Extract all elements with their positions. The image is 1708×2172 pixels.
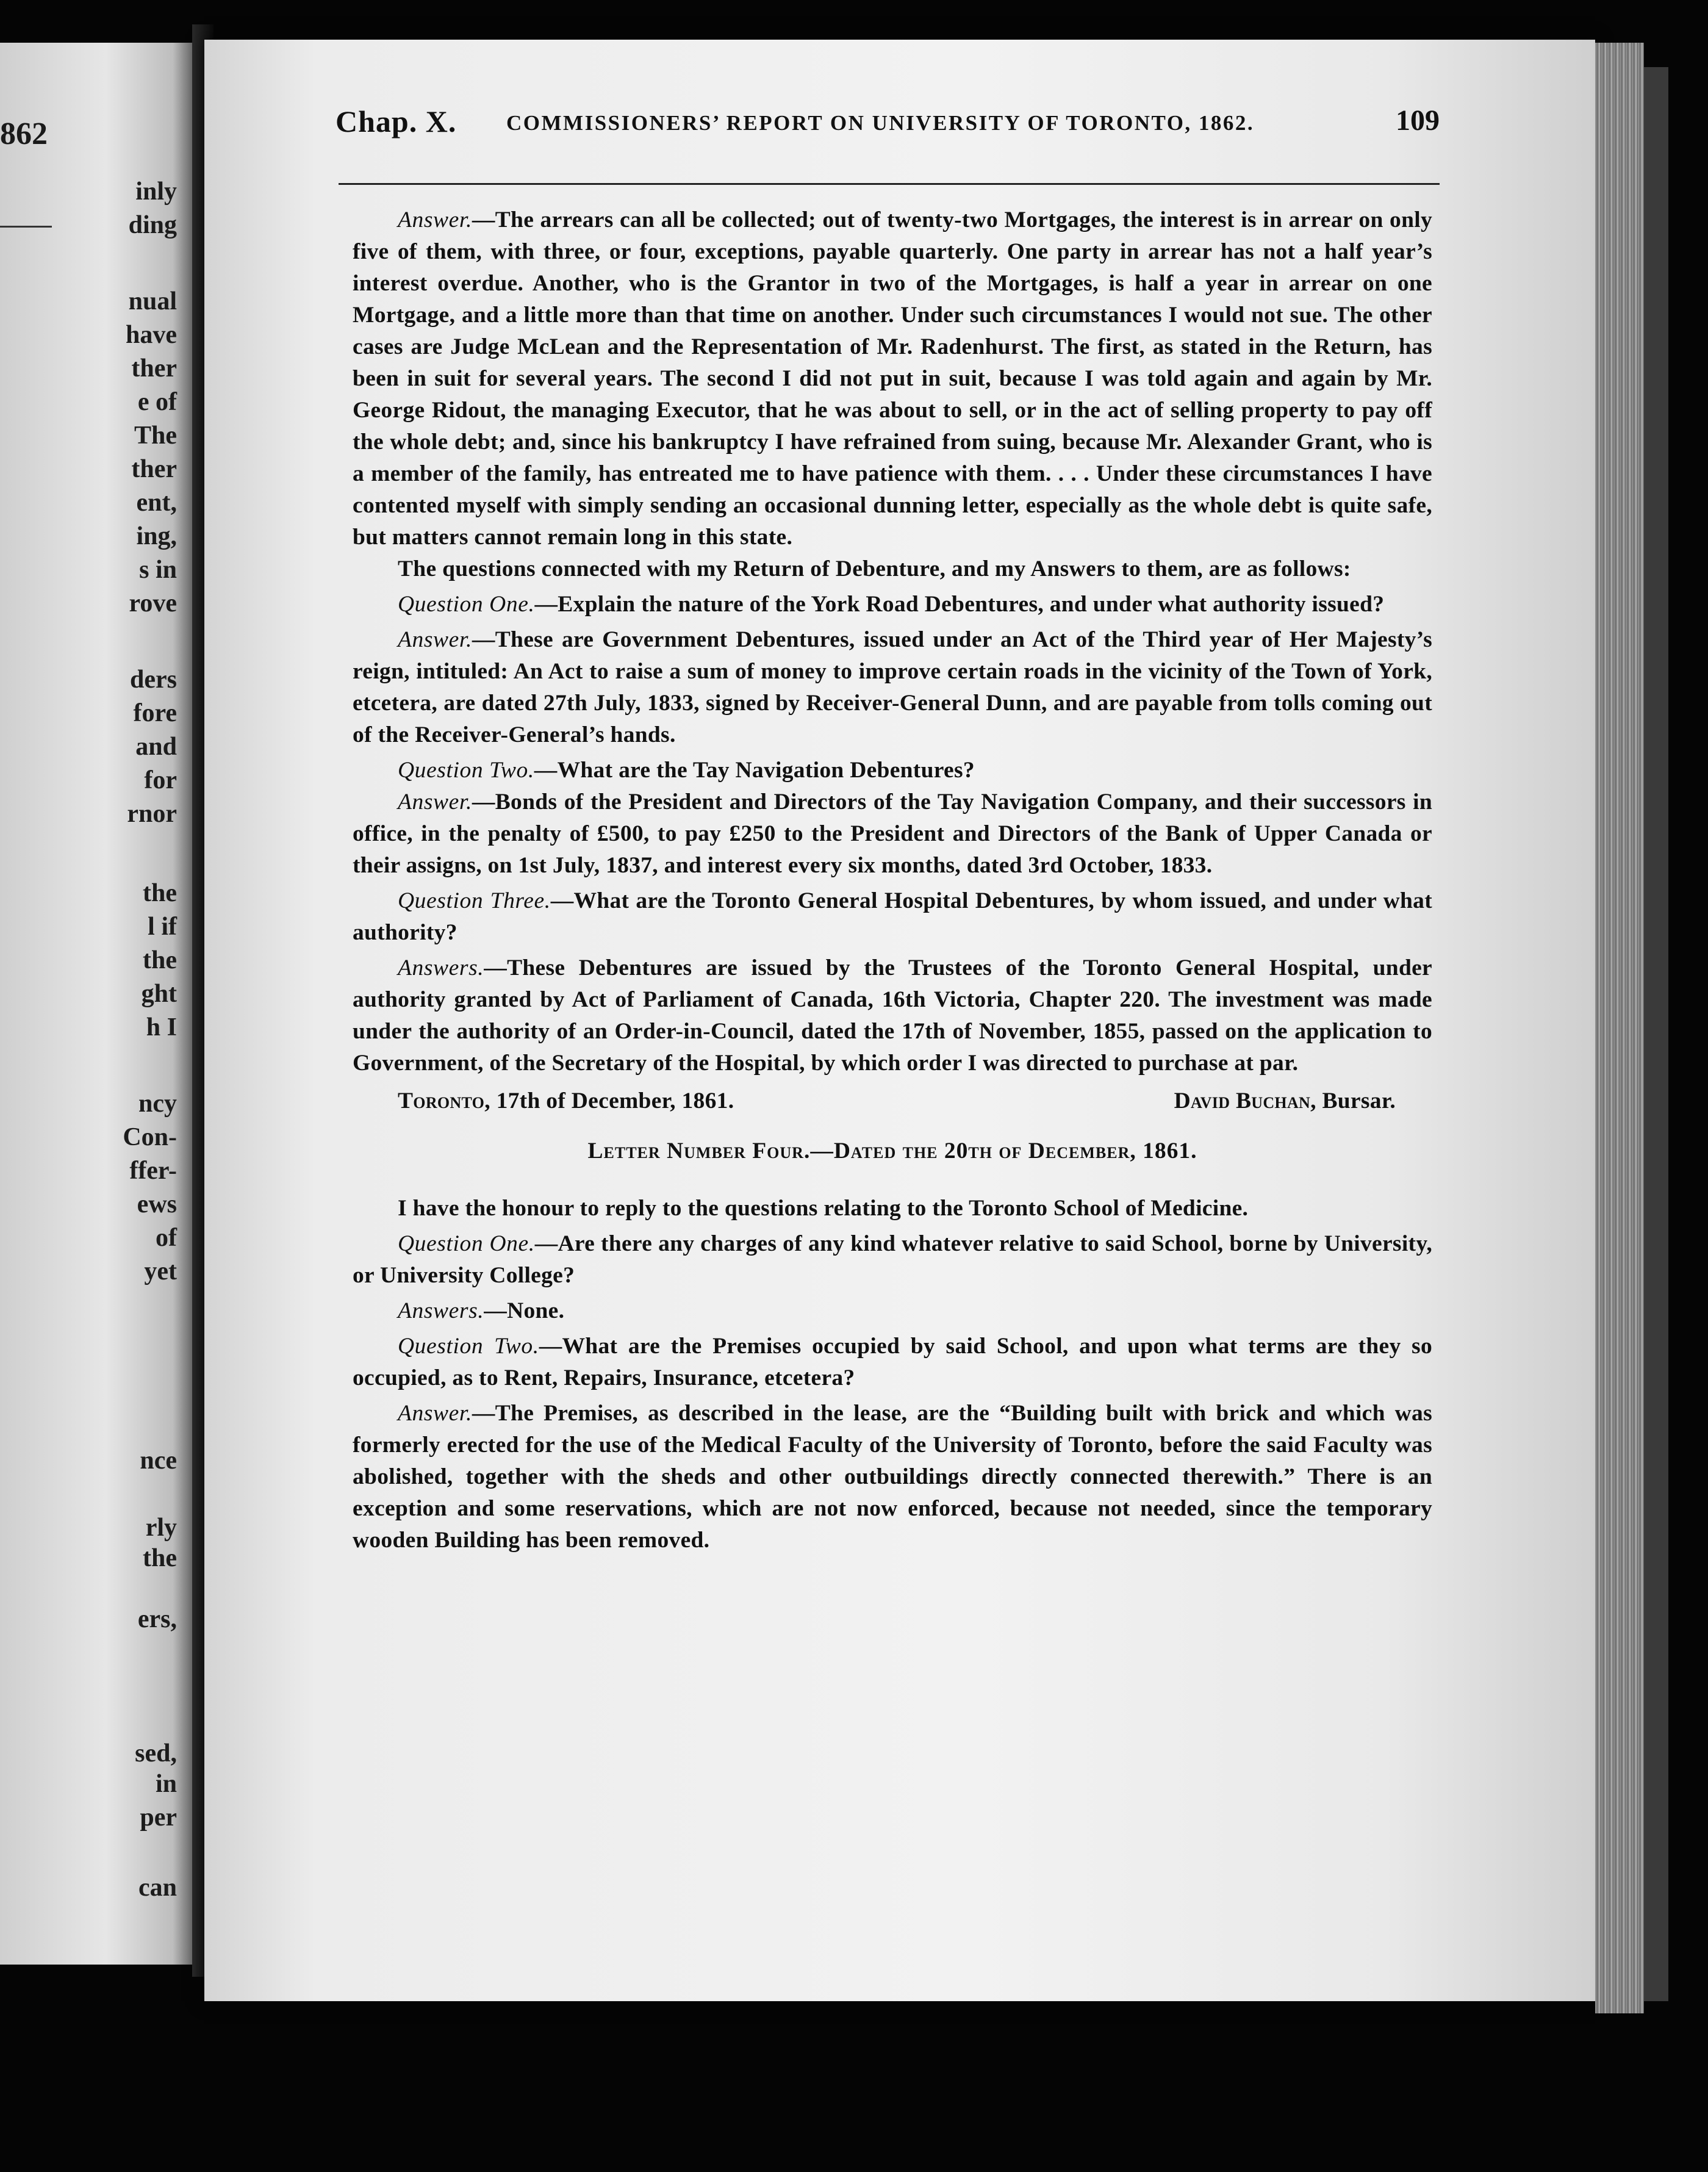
running-header [336, 104, 1440, 146]
facing-page-line-fragment: ews [137, 1190, 177, 1218]
facing-page-rule [0, 226, 52, 228]
signature-title: , Bursar. [1310, 1088, 1396, 1113]
paragraph-answer-tay [353, 786, 1432, 882]
label-question: Question Two. [398, 758, 534, 783]
paragraph-text: —The arrears can all be collected; out of twenty-two Mortgages, the interest is in arrear on only five of them, with three, or four, exceptions, payable quarterly. One party in arrear has not a half year’s interest overdue. Another, who is the Grantor in two of the Mortgages, is half a year in arrear on one Mortgage, and a little more than that time on another. Under such circumstances I would not sue. The other cases are Judge McLean and the Representation of Mr. Radenhurst. The first, as stated in the Return, has been in suit for several years. The second I did not put in suit, because I was told again and again by Mr. George Ridout, the managing Executor, that he was about to sell, or in the act of selling property to pay off the whole debt; and, since his bankruptcy I have refrained from suing, because Mr. Alexander Grant, who is a member of the family, has entreated me to have patience with them. . . . Under these circumstances I have contented myself with simply sending an occasional dunning letter, especially as the whole debt is quite safe, but matters cannot remain long in this state. [353, 207, 1432, 550]
facing-page-line-fragment: e of [137, 388, 177, 416]
paragraph-text: —These Debentures are issued by the Trustees of the Toronto General Hospital, under authority granted by Act of Parliament of Canada, 16th Victoria, Chapter 220. The investment was made under the authority of an Order-in-Council, dated the 17th of November, 1855, passed on the application to Government, of the Secretary of the Hospital, by which order I was directed to purchase at par. [353, 955, 1432, 1076]
facing-page-line-fragment: ers, [137, 1605, 177, 1633]
paragraph-answer-hospital [353, 952, 1432, 1079]
paragraph-answers-none [353, 1295, 1432, 1327]
paragraph-reply-intro [353, 1193, 1432, 1224]
page-number: 109 [1396, 104, 1440, 137]
paragraph-question-one [353, 589, 1432, 620]
label-answer: Answer. [398, 207, 472, 232]
paragraph-question-two [353, 755, 1432, 786]
label-question: Question One. [398, 1231, 535, 1256]
facing-page-line-fragment: the [143, 946, 177, 974]
label-answer: Answers. [398, 955, 484, 980]
facing-page [0, 43, 192, 1965]
paragraph-text: —None. [484, 1298, 565, 1323]
label-question: Question Two. [398, 1334, 539, 1359]
facing-page-line-fragment: The [134, 422, 177, 450]
facing-page-line-fragment: rly [145, 1514, 177, 1542]
label-answer: Answer. [398, 627, 472, 652]
facing-page-line-fragment: in [155, 1770, 177, 1798]
signature-place: Toronto [398, 1088, 485, 1113]
signature-name: David Buchan [1174, 1088, 1311, 1113]
page-body [353, 204, 1432, 1556]
signature-date: , 17th of December, 1861. [484, 1088, 734, 1113]
facing-page-line-fragment: nual [128, 287, 177, 315]
facing-page-line-fragment: sed, [135, 1739, 177, 1767]
letter-heading: Letter Number Four.—Dated the 20th of December, 1861. [587, 1138, 1197, 1163]
facing-page-line-fragment: of [156, 1224, 177, 1252]
facing-page-line-fragment: ent, [136, 489, 177, 517]
facing-page-line-fragment: l if [148, 913, 177, 941]
paragraph-text: —The Premises, as described in the lease, are the “Building built with brick and which was formerly erected for the use of the Medical Faculty of the University of Toronto, before the said Faculty was abolished, together with the sheds and other outbuildings directly connected therewith.” There is an exception and some reservations, which are not now enforced, because not needed, since the temporary wooden Building has been removed. [353, 1401, 1432, 1553]
label-question: Question Three. [398, 888, 551, 913]
label-answer: Answers. [398, 1298, 484, 1323]
facing-page-line-fragment: ing, [136, 522, 177, 550]
facing-page-line-fragment: for [144, 766, 177, 794]
label-answer: Answer. [398, 789, 472, 814]
paragraph-answer-arrears [353, 204, 1432, 553]
label-question: Question One. [398, 592, 535, 617]
facing-page-line-fragment: the [143, 1544, 177, 1572]
facing-page-line-fragment: rove [129, 589, 177, 617]
facing-page-line-fragment: nce [140, 1447, 177, 1475]
paragraph-text: —What are the Premises occupied by said School, and upon what terms are they so occupied, as to Rent, Repairs, Insurance, etcetera? [353, 1334, 1432, 1390]
facing-page-line-fragment: s in [139, 556, 177, 584]
paragraph-text: —Are there any charges of any kind whatever relative to said School, borne by University, or University College? [353, 1231, 1432, 1288]
facing-page-line-fragment: and [135, 733, 177, 761]
page-edges [1595, 43, 1644, 2013]
header-rule [339, 183, 1440, 185]
facing-page-line-fragment: ght [141, 980, 177, 1008]
paragraph-answer-premises [353, 1398, 1432, 1556]
facing-page-line-fragment: can [138, 1874, 177, 1902]
paragraph-text: —What are the Toronto General Hospital Debentures, by whom issued, and under what authority? [353, 888, 1432, 945]
paragraph-intro-debentures [353, 553, 1432, 585]
book-cover-edge [1644, 67, 1668, 2001]
paragraph-question-three [353, 885, 1432, 949]
facing-page-line-fragment: rnor [127, 800, 177, 828]
facing-page-line-fragment: ding [128, 211, 177, 239]
facing-page-line-fragment: the [143, 879, 177, 907]
facing-page-line-fragment: Con- [123, 1123, 177, 1151]
signature-place-date [398, 1085, 734, 1117]
facing-page-line-fragment: fore [133, 699, 177, 727]
paragraph-text: I have the honour to reply to the questions relating to the Toronto School of Medicine. [398, 1196, 1249, 1221]
facing-page-line-fragment: ther [131, 455, 177, 483]
paragraph-text: —Explain the nature of the York Road Debentures, and under what authority issued? [534, 592, 1385, 617]
facing-page-line-fragment: per [140, 1803, 177, 1832]
paragraph-text: —What are the Tay Navigation Debentures? [534, 758, 975, 783]
paragraph-answer-york-road [353, 624, 1432, 751]
signature-author [1174, 1085, 1396, 1117]
paragraph-question-one-medicine [353, 1228, 1432, 1292]
facing-page-number: 862 [0, 117, 48, 151]
facing-page-line-fragment: inly [135, 178, 177, 206]
facing-page-line-fragment: yet [144, 1257, 177, 1286]
facing-page-line-fragment: have [126, 321, 177, 349]
facing-page-line-fragment: h I [146, 1013, 177, 1041]
facing-page-line-fragment: ncy [138, 1090, 177, 1118]
facing-page-line-fragment: ffer- [129, 1157, 177, 1185]
paragraph-text: —Bonds of the President and Directors of the Tay Navigation Company, and their successors in office, in the penalty of £500, to pay £250 to the President and Directors of the Bank of Upper Canada or their assigns, on 1st July, 1837, and interest every six months, dated 3rd October, 1833. [353, 789, 1432, 878]
facing-page-line-fragment: ther [131, 354, 177, 383]
signature-line [353, 1085, 1432, 1117]
label-answer: Answer. [398, 1401, 472, 1426]
paragraph-text: The questions connected with my Return of Debenture, and my Answers to them, are as follows: [398, 556, 1351, 581]
running-title: COMMISSIONERS’ REPORT ON UNIVERSITY OF TORONTO, 1862. [506, 111, 1255, 135]
paragraph-text: —These are Government Debentures, issued under an Act of the Third year of Her Majesty’s reign, intituled: An Act to raise a sum of money to improve certain roads in the vicinity of the Town of York, etcetera, are dated 27th July, 1833, signed by Receiver-General Dunn, and are payable from tolls coming out of the Receiver-General’s hands. [353, 627, 1432, 747]
chapter-label: Chap. X. [336, 104, 457, 138]
paragraph-question-two-premises [353, 1331, 1432, 1394]
facing-page-line-fragment: ders [130, 666, 177, 694]
